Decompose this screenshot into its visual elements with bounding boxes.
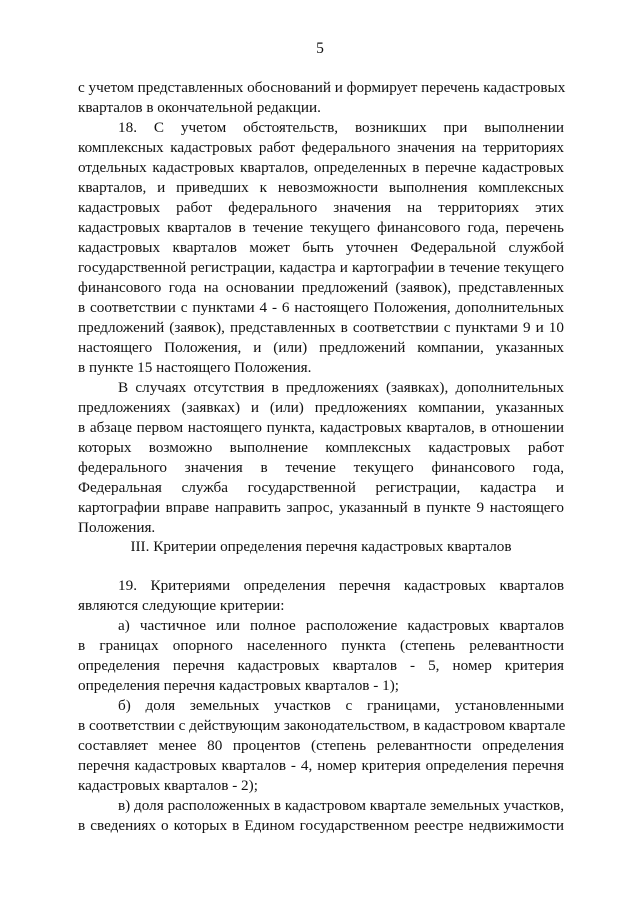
paragraph-19-line: 19. Критериями определения перечня кадастровых кварталов — [118, 577, 564, 594]
item-b-line: б) доля земельных участков с границами, установленными — [118, 697, 564, 714]
paragraph-18b-line: предложениях (заявках) и (или) предложениях компании, указанных — [78, 399, 564, 416]
paragraph-18-line: кадастровых работ федерального значения на территориях этих — [78, 199, 564, 216]
paragraph-18-line: в соответствии с пунктами 4 - 6 настоящего Положения, дополнительных — [78, 299, 564, 316]
paragraph-18b-line: В случаях отсутствия в предложениях (заявках), дополнительных — [118, 379, 564, 396]
paragraph-18b-line: Положения. — [78, 519, 156, 536]
paragraph-18-line: государственной регистрации, кадастра и картографии в течение текущего — [78, 259, 564, 276]
item-c-line: в) доля расположенных в кадастровом квартале земельных участков, — [118, 797, 564, 814]
paragraph-18-line: 18. С учетом обстоятельств, возникших при выполнении — [118, 119, 564, 136]
paragraph-18-line: настоящего Положения, и (или) предложений компании, указанных — [78, 339, 564, 356]
item-a-line: в границах опорного населенного пункта (степень релевантности — [78, 637, 564, 654]
item-a-line: определения перечня кадастровых кварталов - 5, номер критерия — [78, 657, 564, 674]
item-b-line: перечня кадастровых кварталов - 4, номер критерия определения перечня — [78, 757, 564, 774]
paragraph-18-line: в пункте 15 настоящего Положения. — [78, 359, 312, 376]
section-heading: III. Критерии определения перечня кадастровых кварталов — [130, 538, 512, 555]
paragraph-18b-line: которых возможно выполнение комплексных кадастровых работ — [78, 439, 564, 456]
paragraph-18-line: предложений (заявок), представленных в соответствии с пунктами 9 и 10 — [78, 319, 564, 336]
text-line: кварталов в окончательной редакции. — [78, 99, 321, 116]
paragraph-18b-line: Федеральная служба государственной регистрации, кадастра и — [78, 479, 564, 496]
paragraph-19-line: являются следующие критерии: — [78, 597, 285, 614]
item-b-line: составляет менее 80 процентов (степень релевантности определения — [78, 737, 564, 754]
paragraph-18b-line: картографии вправе направить запрос, указанный в пункте 9 настоящего — [78, 499, 564, 516]
item-a-line: а) частичное или полное расположение кадастровых кварталов — [118, 617, 564, 634]
item-a-line: определения перечня кадастровых кварталов - 1); — [78, 677, 399, 694]
paragraph-18-line: кварталов, и приведших к невозможности выполнения комплексных — [78, 179, 564, 196]
paragraph-18-line: кадастровых кварталов в течение текущего финансового года, перечень — [78, 219, 564, 236]
item-c-line: в сведениях о которых в Едином государственном реестре недвижимости — [78, 817, 564, 834]
item-b-line: в соответствии с действующим законодательством, в кадастровом квартале — [78, 717, 566, 734]
paragraph-18-line: отдельных кадастровых кварталов, определенных в перечне кадастровых — [78, 159, 564, 176]
paragraph-18b-line: в абзаце первом настоящего пункта, кадастровых кварталов, в отношении — [78, 419, 564, 436]
paragraph-18b-line: федерального значения в течение текущего финансового года, — [78, 459, 564, 476]
item-b-line: кадастровых кварталов - 2); — [78, 777, 258, 794]
paragraph-18-line: кадастровых кварталов может быть уточнен Федеральной службой — [78, 239, 564, 256]
paragraph-18-line: финансового года на основании предложений (заявок), представленных — [78, 279, 564, 296]
text-line: с учетом представленных обоснований и формирует перечень кадастровых — [78, 79, 566, 96]
paragraph-18-line: комплексных кадастровых работ федерального значения на территориях — [78, 139, 564, 156]
page-number: 5 — [316, 40, 324, 57]
